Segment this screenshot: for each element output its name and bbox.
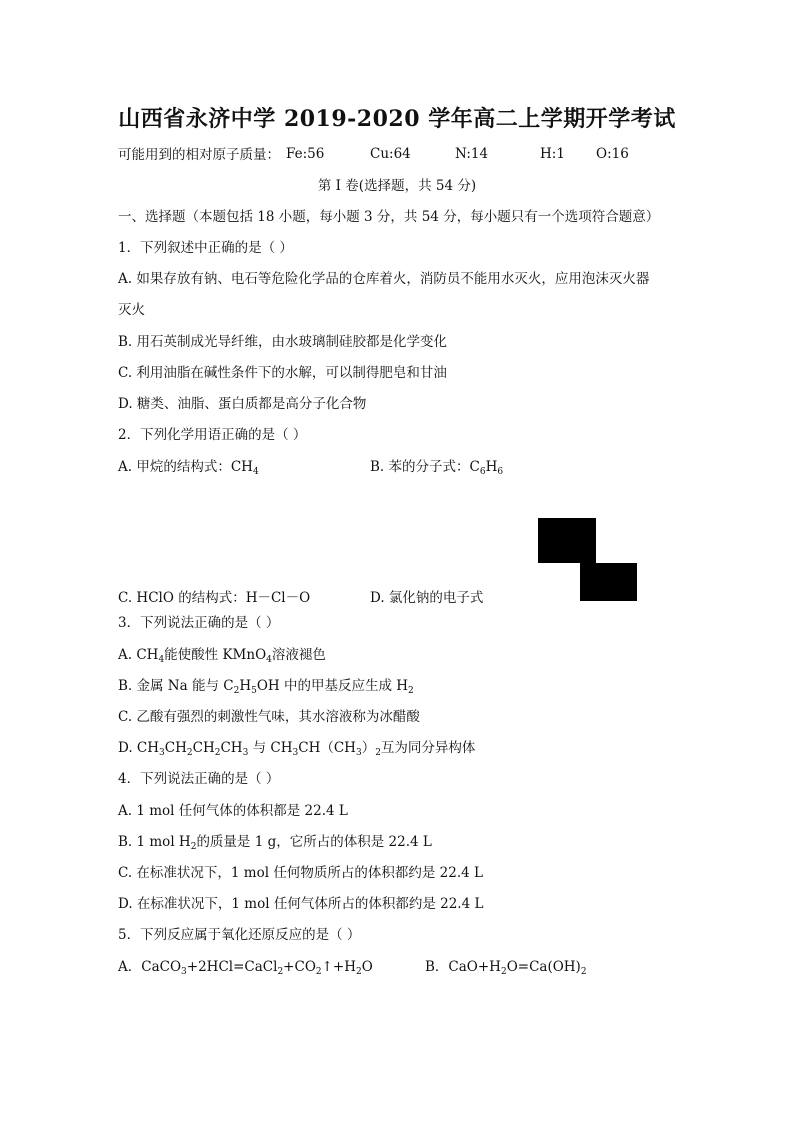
- question-2-stem: 2．下列化学用语正确的是（ ）: [118, 427, 307, 443]
- question-5-option-b: B．$CaO+H_2O=Ca(OH)_2$: [425, 959, 587, 977]
- question-2-option-d: D. 氯化钠的电子式: [370, 590, 484, 606]
- question-1-option-c: C. 利用油脂在碱性条件下的水解，可以制得肥皂和甘油: [118, 365, 447, 381]
- question-2-option-b: B. 苯的分子式：$C_6H_6$: [370, 459, 504, 477]
- redacted-image-block-stem: [580, 563, 596, 601]
- question-4-option-d: D. 在标准状况下，1 mol 任何气体所占的体积都约是 22.4 L: [118, 896, 484, 912]
- question-1-option-d: D. 糖类、油脂、蛋白质都是高分子化合物: [118, 396, 367, 412]
- question-1-option-a-line2: 灭火: [118, 302, 145, 318]
- question-5-stem: 5．下列反应属于氧化还原反应的是（ ）: [118, 927, 361, 943]
- atomic-mass-o: O:16: [596, 146, 629, 162]
- section-title: 第 I 卷(选择题，共 54 分): [317, 178, 477, 194]
- question-1-stem: 1．下列叙述中正确的是（ ）: [118, 240, 293, 256]
- question-5-option-a: A．$CaCO_3+2HCl=CaCl_2+CO_2↑+H_2O$: [118, 959, 373, 977]
- question-4-option-a: A. 1 mol 任何气体的体积都是 22.4 L: [118, 803, 348, 819]
- atomic-mass-label: 可能用到的相对原子质量：: [118, 147, 280, 163]
- atomic-mass-fe: Fe:56: [286, 146, 325, 162]
- redacted-image-block-top: [538, 518, 596, 563]
- question-1-option-a-line1: A. 如果存放有钠、电石等危险化学品的仓库着火，消防员不能用水灭火，应用泡沫灭火器: [118, 271, 650, 287]
- question-2-option-a: A. 甲烷的结构式：$CH_4$: [118, 459, 259, 477]
- question-3-option-a: A. $CH_4$能使酸性 KMnO$_4$溶液褪色: [118, 647, 326, 665]
- redacted-image-block-bottom: [596, 563, 637, 601]
- question-4-option-c: C. 在标准状况下，1 mol 任何物质所占的体积都约是 22.4 L: [118, 865, 483, 881]
- question-1-option-b: B. 用石英制成光导纤维，由水玻璃制硅胶都是化学变化: [118, 334, 448, 350]
- question-2-option-c: C. HClO 的结构式：H－Cl－O: [118, 590, 311, 606]
- atomic-mass-h: H:1: [540, 146, 565, 162]
- atomic-mass-cu: Cu:64: [370, 146, 411, 162]
- exam-title: 山西省永济中学 2019-2020 学年高二上学期开学考试: [118, 106, 676, 132]
- question-3-option-b: B. 金属 Na 能与 $C_2H_5OH$ 中的甲基反应生成 $H_2$: [118, 678, 414, 696]
- section-instructions: 一、选择题（本题包括 18 小题，每小题 3 分，共 54 分，每小题只有一个选项符合题意）: [118, 209, 660, 225]
- question-3-option-d: D. $CH_3CH_2CH_2CH_3$ 与 $CH_3CH(CH_3)_2$互为同分异构体: [118, 740, 476, 758]
- question-3-option-c: C. 乙酸有强烈的刺激性气味，其水溶液称为冰醋酸: [118, 709, 420, 725]
- atomic-mass-n: N:14: [455, 146, 489, 162]
- question-3-stem: 3．下列说法正确的是（ ）: [118, 615, 280, 631]
- question-4-option-b: B. 1 mol $H_2$的质量是 1 g，它所占的体积是 22.4 L: [118, 834, 432, 852]
- question-4-stem: 4．下列说法正确的是（ ）: [118, 771, 280, 787]
